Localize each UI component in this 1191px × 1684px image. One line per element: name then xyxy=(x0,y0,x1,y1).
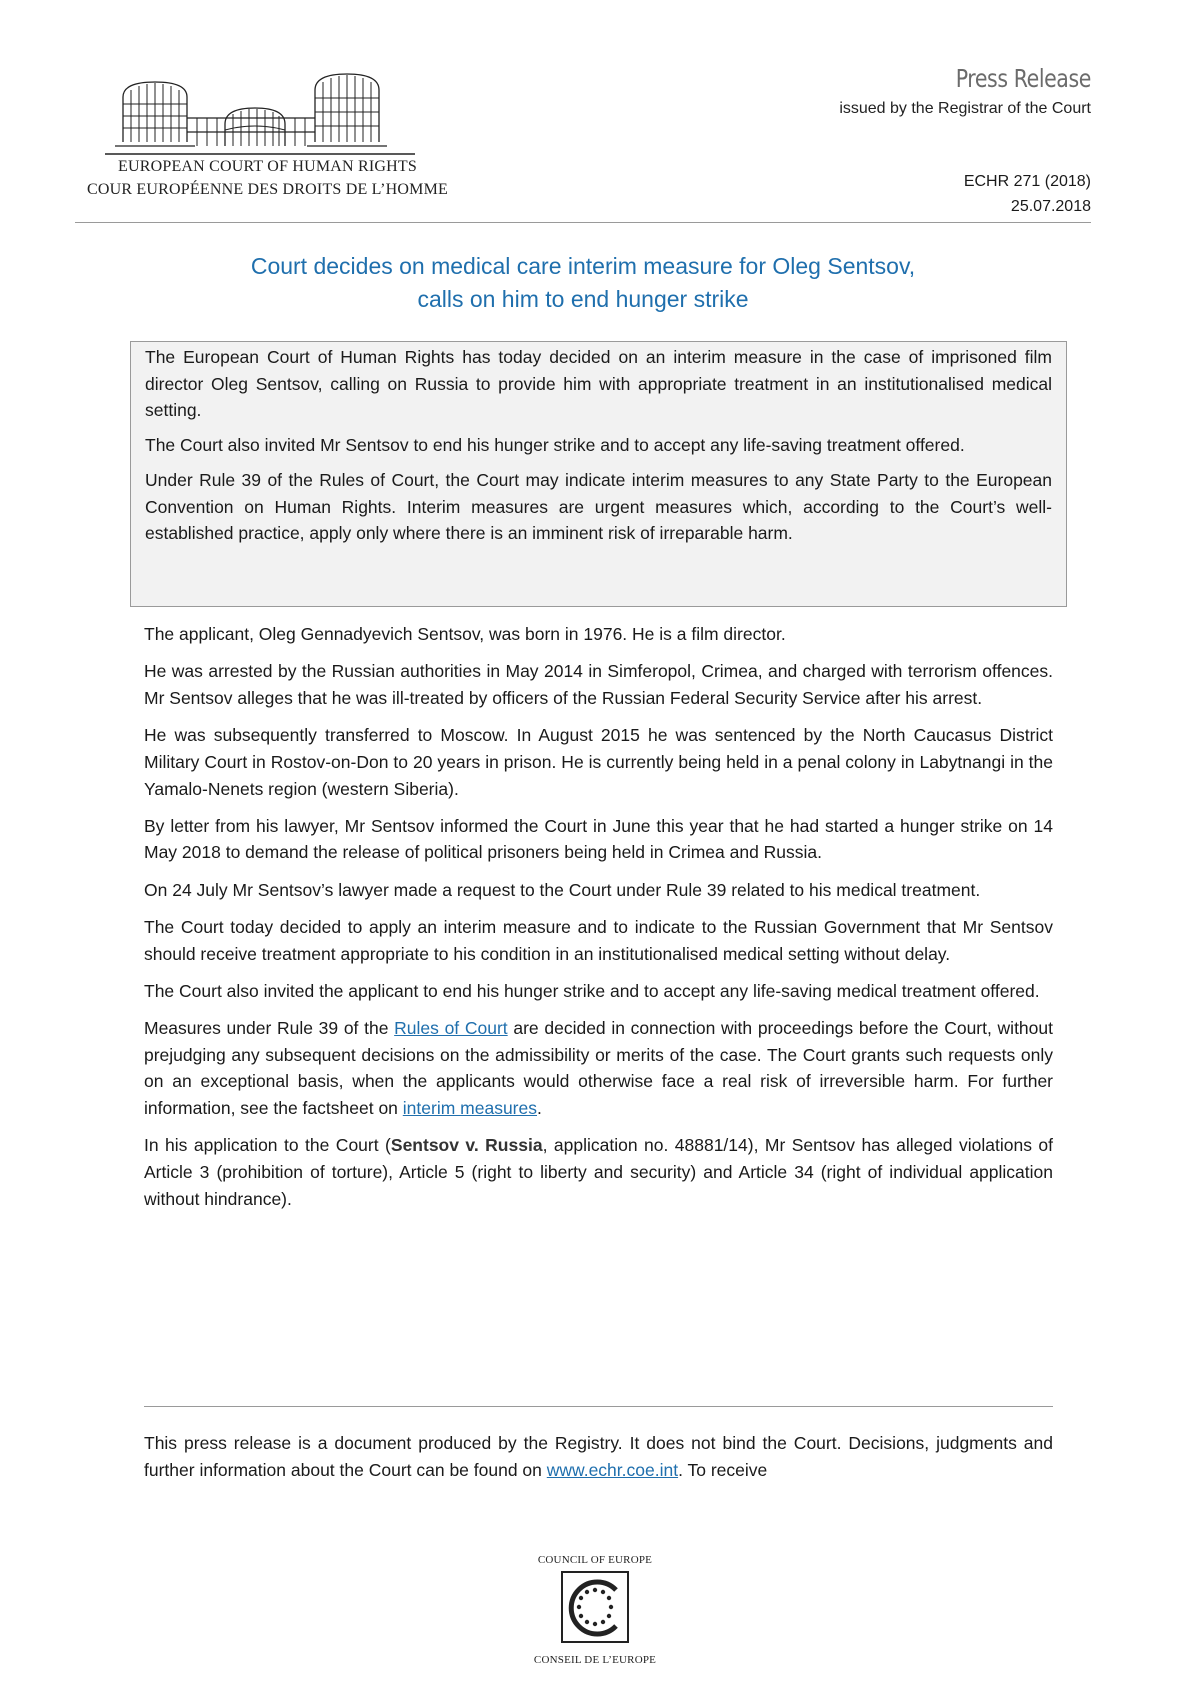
reference-number: ECHR 271 (2018) xyxy=(963,173,1091,190)
court-building-icon xyxy=(75,72,460,172)
issued-by-label: issued by the Registrar of the Court xyxy=(839,100,1091,117)
footer-paragraph xyxy=(144,1430,1053,1483)
headline xyxy=(75,250,1091,316)
release-date: 25.07.2018 xyxy=(1010,198,1091,215)
article-body xyxy=(144,621,1053,1223)
court-logo xyxy=(75,72,460,222)
council-of-europe-logo xyxy=(520,1554,670,1674)
coe-text-french: CONSEIL DE L’EUROPE xyxy=(533,1654,657,1666)
coe-emblem-icon xyxy=(520,1570,670,1648)
text-span: . xyxy=(537,1098,542,1119)
echr-website-link[interactable]: www.echr.coe.int xyxy=(546,1459,679,1480)
coe-text-english: COUNCIL OF EUROPE xyxy=(537,1554,653,1566)
text-span: , application no. 48881/14), Mr Sentsov has alleged violations of Article 3 (prohibition of torture), Article 5 (right to liberty and security) and Article 34 (right of individual application without hindrance). xyxy=(144,1135,1053,1209)
body-paragraph: By letter from his lawyer, Mr Sentsov informed the Court in June this year that he had started a hunger strike on 14 May 2018 to demand the release of political prisoners being held in Crimea and Russia. xyxy=(144,815,1053,863)
measures-paragraph xyxy=(144,1015,1053,1122)
body-paragraph: The Court also invited the applicant to end his hunger strike and to accept any life-saving medical treatment offered. xyxy=(144,980,1040,1001)
summary-box xyxy=(130,341,1067,607)
logo-text-french: COUR EUROPÉENNE DES DROITS DE L’HOMME xyxy=(86,181,449,198)
body-paragraph: On 24 July Mr Sentsov’s lawyer made a request to the Court under Rule 39 related to his medical treatment. xyxy=(144,879,981,900)
interim-measures-link[interactable]: interim measures xyxy=(402,1098,537,1119)
logo-text-english: EUROPEAN COURT OF HUMAN RIGHTS xyxy=(118,158,417,175)
footer xyxy=(144,1430,1053,1483)
headline-line-1: Court decides on medical care interim measure for Oleg Sentsov, xyxy=(250,253,916,279)
headline-line-2: calls on him to end hunger strike xyxy=(417,286,749,312)
header-divider xyxy=(75,222,1091,223)
summary-paragraph: The European Court of Human Rights has today decided on an interim measure in the case of imprisoned film director Oleg Sentsov, calling on Russia to provide him with appropriate treatment in an institutionalised medical setting. xyxy=(145,347,1052,421)
press-release-label: Press Release xyxy=(955,64,1091,93)
body-paragraph: The Court today decided to apply an interim measure and to indicate to the Russian Government that Mr Sentsov should receive treatment appropriate to his condition in an institutionalised medical setting without delay. xyxy=(144,916,1053,964)
summary-paragraph: The Court also invited Mr Sentsov to end his hunger strike and to accept any life-saving treatment offered. xyxy=(145,435,965,456)
body-paragraph: He was subsequently transferred to Moscow. In August 2015 he was sentenced by the North Caucasus District Military Court in Rostov-on-Don to 20 years in prison. He is currently being held in a penal colony in Labytnangi in the Yamalo-Nenets region (western Siberia). xyxy=(144,725,1053,799)
text-span: are decided in connection with proceedings before the Court, without prejudging any subsequent decisions on the admissibility or merits of the case. The Court grants such requests only on an exceptional basis, when the applicants would otherwise face a real risk of irreversible harm. For further information, see the factsheet on xyxy=(144,1017,1053,1119)
body-paragraph: The applicant, Oleg Gennadyevich Sentsov, was born in 1976. He is a film director. xyxy=(144,624,786,644)
application-paragraph xyxy=(144,1132,1053,1212)
case-name: Sentsov v. Russia xyxy=(390,1135,543,1156)
summary-paragraph: Under Rule 39 of the Rules of Court, the Court may indicate interim measures to any State Party to the European Convention on Human Rights. Interim measures are urgent measures which, according to the Court’s well-established practice, apply only where there is an imminent risk of irreparable harm. xyxy=(145,469,1052,544)
text-span: . To receive xyxy=(678,1459,768,1480)
body-paragraph: He was arrested by the Russian authorities in May 2014 in Simferopol, Crimea, and charged with terrorism offences. Mr Sentsov alleges that he was ill-treated by officers of the Russian Federal Security Service after his arrest. xyxy=(144,661,1053,708)
rules-of-court-link[interactable]: Rules of Court xyxy=(394,1017,508,1038)
text-span: In his application to the Court ( xyxy=(144,1135,391,1156)
footer-divider xyxy=(144,1406,1053,1407)
text-span: Measures under Rule 39 of the xyxy=(144,1017,395,1038)
text-span: This press release is a document produced by the Registry. It does not bind the Court. Decisions, judgments and further information about the Court can be found on xyxy=(144,1433,1053,1480)
